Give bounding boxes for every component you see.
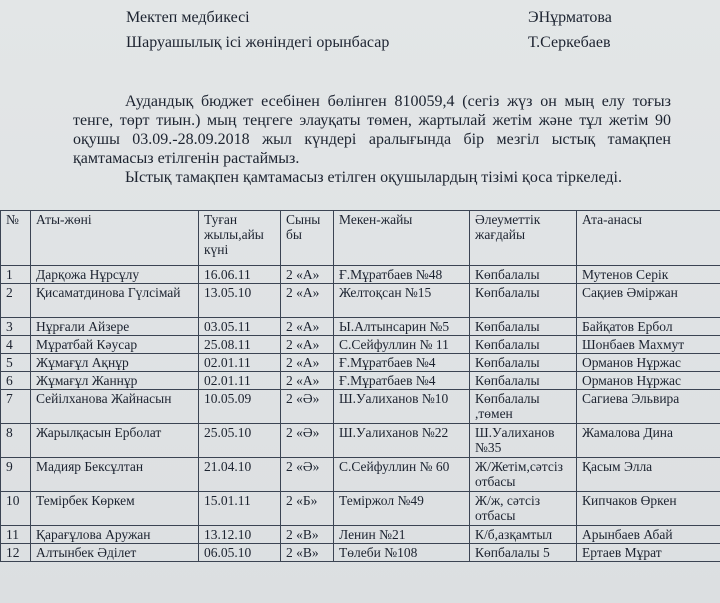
birth-date-cell: 02.01.11	[199, 354, 281, 372]
address-cell: Ғ.Мұратбаев №48	[334, 266, 470, 284]
row-number-cell: 7	[1, 390, 31, 424]
address-cell: Ы.Алтынсарин №5	[334, 318, 470, 336]
social-status-cell: Ж/Жетім,сәтсіз отбасы	[470, 458, 577, 492]
address-cell: Желтоқсан №15	[334, 284, 470, 318]
table-row	[1, 390, 720, 424]
social-status-cell: Көпбалалы	[470, 318, 577, 336]
table-row	[1, 354, 720, 372]
table-row	[1, 318, 720, 336]
row-number-cell: 1	[1, 266, 31, 284]
address-cell: Ғ.Мұратбаев №4	[334, 372, 470, 390]
social-status-cell: Көпбалалы	[470, 372, 577, 390]
birth-date-cell: 25.05.10	[199, 424, 281, 458]
class-name-cell: 2 «Ә»	[281, 390, 334, 424]
student-name-cell: Сейілханова Жайнасын	[31, 390, 199, 424]
class-name-cell: 2 «А»	[281, 318, 334, 336]
class-name-cell: 2 «Ә»	[281, 458, 334, 492]
nurse-role: Мектеп медбикесі	[126, 9, 250, 26]
birth-date-cell: 15.01.11	[199, 492, 281, 526]
parent-name-cell: Жамалова Дина	[577, 424, 720, 458]
parent-name-cell: Қасым Элла	[577, 458, 720, 492]
row-number-cell: 10	[1, 492, 31, 526]
table-row	[1, 544, 720, 562]
nurse-name: ЭНұрматова	[528, 9, 612, 26]
birth-date-cell: 13.05.10	[199, 284, 281, 318]
social-status-cell: Көпбалалы 5	[470, 544, 577, 562]
col-address-header: Мекен-жайы	[334, 211, 470, 266]
student-name-cell: Қарағұлова Аружан	[31, 526, 199, 544]
row-number-cell: 11	[1, 526, 31, 544]
deputy-role: Шаруашылық ісі жөніндегі орынбасар	[126, 34, 390, 51]
row-number-cell: 6	[1, 372, 31, 390]
row-number-cell: 12	[1, 544, 31, 562]
table-row	[1, 336, 720, 354]
class-name-cell: 2 «А»	[281, 372, 334, 390]
table-row	[1, 526, 720, 544]
parent-name-cell: Мутенов Серік	[577, 266, 720, 284]
student-name-cell: Алтынбек Әділет	[31, 544, 199, 562]
class-name-cell: 2 «В»	[281, 544, 334, 562]
parent-name-cell: Сагиева Эльвира	[577, 390, 720, 424]
col-social-status-header: Әлеуметтік жағдайы	[470, 211, 577, 266]
student-name-cell: Темірбек Көркем	[31, 492, 199, 526]
table-header-row	[1, 211, 720, 266]
address-cell: Төлеби №108	[334, 544, 470, 562]
social-status-cell: Көпбалалы	[470, 284, 577, 318]
row-number-cell: 2	[1, 284, 31, 318]
class-name-cell: 2 «А»	[281, 336, 334, 354]
col-number-header: №	[1, 211, 31, 266]
social-status-cell: Көпбалалы	[470, 266, 577, 284]
col-birthdate-header: Туған жылы,айы күні	[199, 211, 281, 266]
address-cell: С.Сейфуллин № 60	[334, 458, 470, 492]
class-name-cell: 2 «Б»	[281, 492, 334, 526]
col-parents-header: Ата-анасы	[577, 211, 720, 266]
table-body	[1, 266, 720, 562]
birth-date-cell: 25.08.11	[199, 336, 281, 354]
parent-name-cell: Сақиев Әміржан	[577, 284, 720, 318]
body-text	[73, 92, 671, 187]
table-row	[1, 284, 720, 318]
student-name-cell: Жұмағұл Жаннұр	[31, 372, 199, 390]
table-row	[1, 424, 720, 458]
parent-name-cell: Шонбаев Махмут	[577, 336, 720, 354]
student-name-cell: Мадияр Бексұлтан	[31, 458, 199, 492]
table-row	[1, 492, 720, 526]
birth-date-cell: 16.06.11	[199, 266, 281, 284]
parent-name-cell: Орманов Нұржас	[577, 372, 720, 390]
birth-date-cell: 02.01.11	[199, 372, 281, 390]
address-cell: Теміржол №49	[334, 492, 470, 526]
row-number-cell: 9	[1, 458, 31, 492]
table-row	[1, 372, 720, 390]
social-status-cell: Көпбалалы	[470, 336, 577, 354]
birth-date-cell: 10.05.09	[199, 390, 281, 424]
social-status-cell: Ж/ж, сәтсіз отбасы	[470, 492, 577, 526]
student-name-cell: Қисаматдинова Гүлсімай	[31, 284, 199, 318]
row-number-cell: 5	[1, 354, 31, 372]
birth-date-cell: 06.05.10	[199, 544, 281, 562]
confirmation-paragraph: Аудандық бюджет есебінен бөлінген 810059,4 (сегіз жүз он мың елу тоғыз тенге, төрт тиын.) мың теңгеге элауқаты төмен, жартылай жетім және тұл жетім 90 оқушы 03.09.-28.09.2018 жыл күндері аралығында бір мезгіл ыстық тамақпен қамтамасыз етілгенін растаймыз.	[73, 93, 671, 167]
student-name-cell: Жұмағұл Ақнұр	[31, 354, 199, 372]
birth-date-cell: 21.04.10	[199, 458, 281, 492]
table-row	[1, 266, 720, 284]
class-name-cell: 2 «А»	[281, 354, 334, 372]
class-name-cell: 2 «В»	[281, 526, 334, 544]
social-status-cell: Көпбалалы	[470, 354, 577, 372]
class-name-cell: 2 «Ә»	[281, 424, 334, 458]
parent-name-cell: Байқатов Ербол	[577, 318, 720, 336]
birth-date-cell: 03.05.11	[199, 318, 281, 336]
address-cell: Ленин №21	[334, 526, 470, 544]
deputy-name: Т.Серкебаев	[528, 34, 611, 51]
student-name-cell: Жарылқасын Ерболат	[31, 424, 199, 458]
social-status-cell: Ш.Уалиханов №35	[470, 424, 577, 458]
class-name-cell: 2 «А»	[281, 266, 334, 284]
row-number-cell: 8	[1, 424, 31, 458]
student-name-cell: Мұратбай Кәусар	[31, 336, 199, 354]
social-status-cell: К/б,азқамтыл	[470, 526, 577, 544]
row-number-cell: 3	[1, 318, 31, 336]
row-number-cell: 4	[1, 336, 31, 354]
students-table	[0, 210, 720, 562]
parent-name-cell: Кипчаков Өркен	[577, 492, 720, 526]
address-cell: Ш.Уалиханов №22	[334, 424, 470, 458]
address-cell: Ғ.Мұратбаев №4	[334, 354, 470, 372]
social-status-cell: Көпбалалы ,төмен	[470, 390, 577, 424]
col-fullname-header: Аты-жөні	[31, 211, 199, 266]
parent-name-cell: Ертаев Мұрат	[577, 544, 720, 562]
address-cell: Ш.Уалиханов №10	[334, 390, 470, 424]
birth-date-cell: 13.12.10	[199, 526, 281, 544]
student-name-cell: Дарқожа Нұрсұлу	[31, 266, 199, 284]
student-name-cell: Нұрғали Айзере	[31, 318, 199, 336]
list-attached-paragraph: Ыстық тамақпен қамтамасыз етілген оқушылардың тізімі қоса тіркеледі.	[125, 169, 622, 186]
parent-name-cell: Орманов Нұржас	[577, 354, 720, 372]
col-class-header: Сыны бы	[281, 211, 334, 266]
class-name-cell: 2 «А»	[281, 284, 334, 318]
table-row	[1, 458, 720, 492]
parent-name-cell: Арынбаев Абай	[577, 526, 720, 544]
address-cell: С.Сейфуллин № 11	[334, 336, 470, 354]
